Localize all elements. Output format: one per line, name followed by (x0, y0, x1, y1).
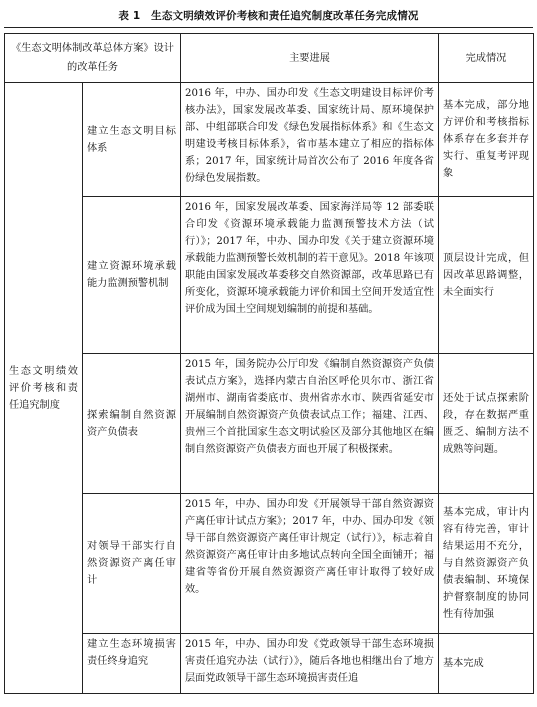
status-cell: 基本完成 (439, 634, 534, 694)
header-completion-status: 完成情况 (439, 34, 534, 83)
status-cell: 基本完成，部分地方评价和考核指标体系存在多套并存实行、重复考评现象 (439, 83, 534, 197)
header-reform-task: 《生态文明体制改革总体方案》设计的改革任务 (5, 34, 181, 83)
task-cell: 对领导干部实行自然资源资产离任审计 (83, 494, 181, 634)
status-cell: 基本完成，审计内容有待完善，审计结果运用不充分，与自然资源资产负债表编制、环境保护督察制度的协同性有待加强 (439, 494, 534, 634)
task-cell: 建立生态环境损害责任终身追究 (83, 634, 181, 694)
progress-cell: 2016 年，国家发展改革委、国家海洋局等 12 部委联合印发《资源环境承载能力监测预警技术方法（试行）》；2017 年，中办、国办印发《关于建立资源环境承载能力监测预警长效机制的若干意见》。2018 年该项职能由国家发展改革委移交自然资源部，改革思路已有所变化，资源环境承载能力评价和国土空间开发适宜性评价成为国土空间规划编制的前提和基础。 (181, 197, 439, 354)
title-divider (4, 27, 533, 28)
progress-cell: 2015 年，中办、国办印发《开展领导干部自然资源资产离任审计试点方案》；2017 年，中办、国办印发《领导干部自然资源资产离任审计规定（试行）》，标志着自然资源资产离任审计由多地试点转向全国全面铺开；福建省等省份开展自然资源资产离任审计取得了较好成效。 (181, 494, 439, 634)
table-row (5, 354, 534, 494)
table-title: 表 1 生态文明绩效评价考核和责任追究制度改革任务完成情况 (118, 10, 419, 22)
task-cell: 建立资源环境承载能力监测预警机制 (83, 197, 181, 354)
progress-cell: 2016 年，中办、国办印发《生态文明建设目标评价考核办法》，国家发展改革委、国家统计局、原环境保护部、中组部联合印发《绿色发展指标体系》和《生态文明建设考核目标体系》，省市基本建立了相应的指标体系；2017 年，国家统计局首次公布了 2016 年度各省份绿色发展指数。 (181, 83, 439, 197)
task-cell: 建立生态文明目标体系 (83, 83, 181, 197)
table-row (5, 197, 534, 354)
header-main-progress: 主要进展 (181, 34, 439, 83)
table-row (5, 83, 534, 197)
status-cell: 还处于试点探索阶段，存在数据严重匮乏、编制方法不成熟等问题。 (439, 354, 534, 494)
reform-category: 生态文明绩效评价考核和责任追究制度 (5, 83, 83, 694)
progress-cell: 2015 年，中办、国办印发《党政领导干部生态环境损害责任追究办法（试行）》，随后各地也相继出台了地方层面党政领导干部生态环境损害责任追 (181, 634, 439, 694)
progress-cell: 2015 年，国务院办公厅印发《编制自然资源资产负债表试点方案》，选择内蒙古自治区呼伦贝尔市、浙江省湖州市、湖南省娄底市、贵州省赤水市、陕西省延安市开展编制自然资源资产负债表试点工作；福建、江西、贵州三个首批国家生态文明试验区及部分其他地区在编制自然资源资产负债表方面也开展了积极探索。 (181, 354, 439, 494)
task-cell: 探索编制自然资源资产负债表 (83, 354, 181, 494)
table-row (5, 634, 534, 694)
status-cell: 顶层设计完成，但因改革思路调整，未全面实行 (439, 197, 534, 354)
table-row (5, 494, 534, 634)
table-header-row (5, 34, 534, 83)
reform-task-table (4, 33, 534, 694)
